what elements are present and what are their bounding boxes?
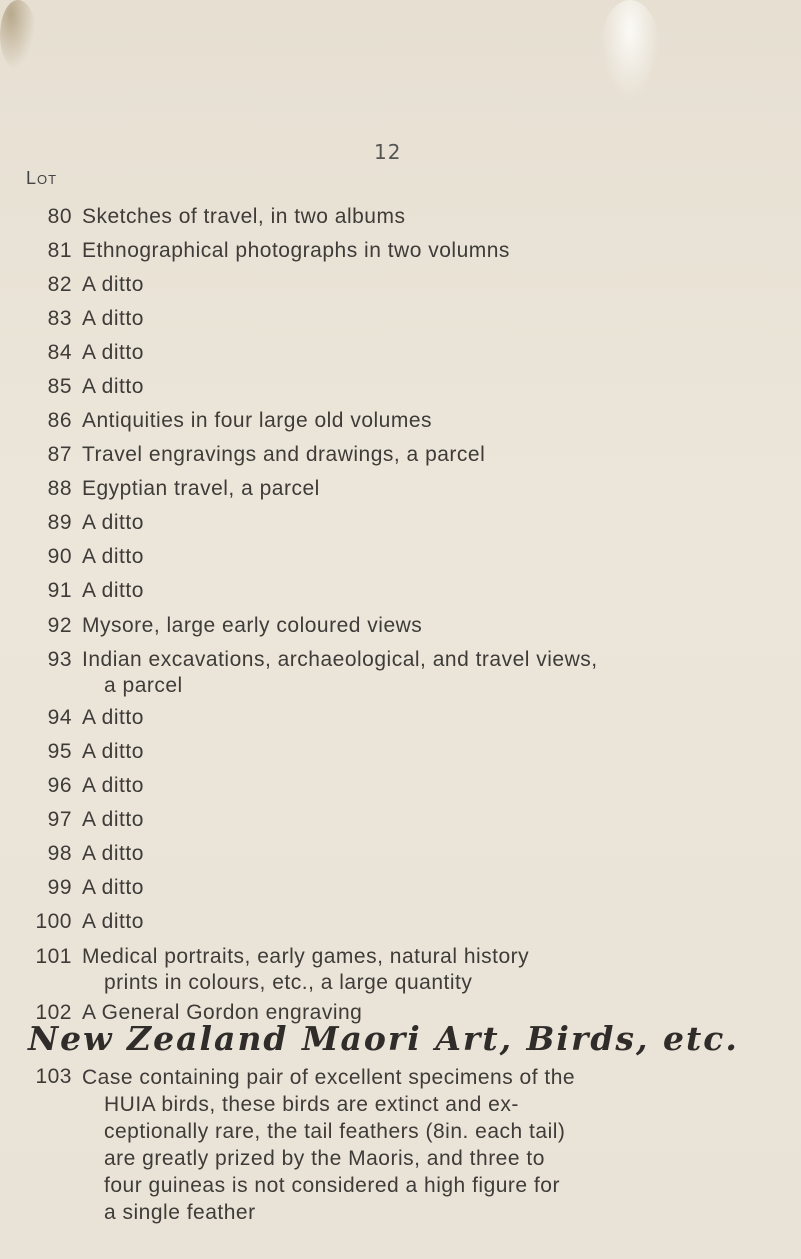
lot-description-line: four guineas is not considered a high figure for <box>104 1174 560 1197</box>
lot-description <box>82 306 762 332</box>
lot-description-line: Travel engravings and drawings, a parcel <box>82 443 486 466</box>
lot-description-line: Sketches of travel, in two albums <box>82 205 406 228</box>
lot-description <box>82 841 762 867</box>
lot-number: 103 <box>35 1065 72 1088</box>
lot-description <box>82 510 762 536</box>
lot-number: 98 <box>47 842 72 865</box>
lot-number: 82 <box>47 273 72 296</box>
lot-description-line: Egyptian travel, a parcel <box>82 477 320 500</box>
lot-number: 85 <box>47 375 72 398</box>
page-number: 12 <box>374 140 402 164</box>
lot-description-continuation: prints in colours, etc., a large quantity <box>104 971 473 994</box>
lot-description-line: Medical portraits, early games, natural history <box>82 945 530 968</box>
lot-number: 96 <box>47 774 72 797</box>
lot-number: 102 <box>35 1001 72 1024</box>
lot-description <box>82 647 762 699</box>
lot-description-line: A ditto <box>82 545 144 568</box>
lot-number: 87 <box>47 443 72 466</box>
lot-description-line: A ditto <box>82 808 144 831</box>
lot-description-line: A ditto <box>82 579 144 602</box>
lot-description-continuation: a parcel <box>104 674 183 697</box>
lot-description <box>82 578 762 604</box>
lot-description-line: Mysore, large early coloured views <box>82 614 423 637</box>
lot-description <box>82 408 762 434</box>
lot-number: 89 <box>47 511 72 534</box>
lot-description <box>82 773 762 799</box>
lot-description-line: A ditto <box>82 910 144 933</box>
lot-description-line: A ditto <box>82 273 144 296</box>
lot-number: 95 <box>47 740 72 763</box>
lot-description <box>82 272 762 298</box>
lot-description <box>82 739 762 765</box>
lot-description <box>82 544 762 570</box>
lot-number: 97 <box>47 808 72 831</box>
lot-description-line: Case containing pair of excellent specimens of the <box>82 1066 576 1089</box>
lot-description <box>82 807 762 833</box>
lot-description <box>82 238 762 264</box>
lot-description-line: ceptionally rare, the tail feathers (8in. each tail) <box>104 1120 566 1143</box>
lot-description-line: A ditto <box>82 842 144 865</box>
lot-column-heading: Lot <box>26 168 58 188</box>
lot-number: 80 <box>47 205 72 228</box>
lot-number: 81 <box>47 239 72 262</box>
lot-description-line: A General Gordon engraving <box>82 1001 363 1024</box>
section-title: New Zealand Maori Art, Birds, etc. <box>28 1019 739 1058</box>
lot-description-line: A ditto <box>82 341 144 364</box>
lot-description <box>82 909 762 935</box>
lot-description-line: A ditto <box>82 307 144 330</box>
lot-description-line: Indian excavations, archaeological, and travel views, <box>82 648 598 671</box>
lot-number: 90 <box>47 545 72 568</box>
page-tear-mark <box>600 0 660 100</box>
lot-number: 101 <box>35 945 72 968</box>
lot-description <box>82 340 762 366</box>
lot-description-line: A ditto <box>82 774 144 797</box>
lot-number: 88 <box>47 477 72 500</box>
lot-description-line: A ditto <box>82 740 144 763</box>
lot-number: 91 <box>47 579 72 602</box>
lot-description-line: A ditto <box>82 375 144 398</box>
lot-number: 92 <box>47 614 72 637</box>
lot-description-line: Ethnographical photographs in two volumns <box>82 239 510 262</box>
lot-number: 100 <box>35 910 72 933</box>
lot-description <box>82 476 762 502</box>
lot-description-line: A ditto <box>82 706 144 729</box>
page-corner-stain <box>0 0 36 70</box>
lot-description-line: HUIA birds, these birds are extinct and ex- <box>104 1093 519 1116</box>
lot-description <box>82 613 762 639</box>
lot-number: 83 <box>47 307 72 330</box>
lot-number: 84 <box>47 341 72 364</box>
lot-description <box>82 944 762 996</box>
lot-description-line: a single feather <box>104 1201 256 1224</box>
lot-description-line: are greatly prized by the Maoris, and three to <box>104 1147 545 1170</box>
lot-number: 94 <box>47 706 72 729</box>
lot-description <box>82 875 762 901</box>
lot-description <box>82 374 762 400</box>
lot-description-line: Antiquities in four large old volumes <box>82 409 433 432</box>
lot-description-line: A ditto <box>82 511 144 534</box>
lot-description <box>82 1064 762 1226</box>
lot-number: 99 <box>47 876 72 899</box>
lot-number: 86 <box>47 409 72 432</box>
lot-description-line: A ditto <box>82 876 144 899</box>
lot-description <box>82 204 762 230</box>
lot-number: 93 <box>47 648 72 671</box>
lot-description <box>82 705 762 731</box>
lot-description <box>82 442 762 468</box>
